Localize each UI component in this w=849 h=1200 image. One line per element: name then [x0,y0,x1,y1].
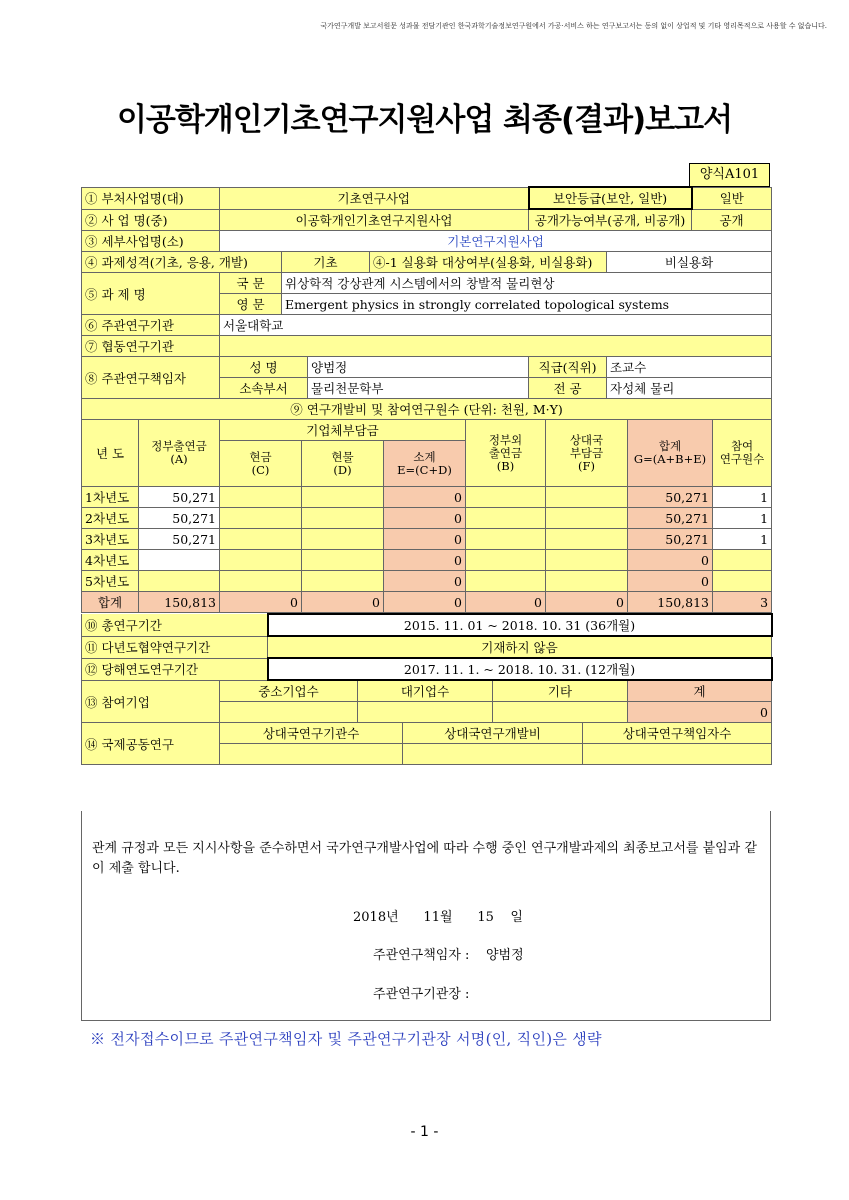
researcher-name: 양범정 [485,948,524,963]
budget-heading: ⑨ 연구개발비 및 참여연구원수 (단위: 천원, M·Y) [82,399,772,420]
budget-row [82,571,772,592]
r3-value: 기본연구지원사업 [220,231,772,252]
report-form [81,186,771,765]
intl-v1 [220,744,403,765]
col-subtotal: 소계 E=(C+D) [384,441,466,487]
budget-cell-partner [546,508,628,529]
total-period-label: ⑩ 총연구기간 [82,614,268,636]
public-label: 공개가능여부(공개, 비공개) [529,209,692,231]
company-h4: 계 [628,681,772,702]
company-table [81,681,772,723]
budget-cell-total: 50,271 [628,487,713,508]
budget-cell-year: 4차년도 [82,550,139,571]
budget-cell-total: 50,271 [628,508,713,529]
budget-cell-total: 50,271 [628,529,713,550]
r1-label: ① 부처사업명(대) [82,187,220,209]
budget-cell-gov [139,571,220,592]
title-ko-label: 국 문 [220,273,282,294]
r8-label: ⑧ 주관연구책임자 [82,357,220,399]
col-gov: 정부출연금 (A) [139,420,220,487]
pi-major: 자성체 물리 [607,378,772,399]
col-total: 합계 G=(A+B+E) [628,420,713,487]
budget-cell-staff: 1 [713,487,772,508]
budget-cell-cash [220,571,302,592]
col-nongov: 정부외 출연금 (B) [466,420,546,487]
sum-nongov: 0 [466,592,546,613]
budget-cell-staff [713,571,772,592]
sum-cash: 0 [220,592,302,613]
budget-cell-subtotal: 0 [384,508,466,529]
budget-cell-nongov [466,550,546,571]
budget-cell-gov: 50,271 [139,487,220,508]
current-period-value: 2017. 11. 1. ~ 2018. 10. 31. (12개월) [268,658,772,680]
company-v1 [220,702,358,723]
page-number: - 1 - [410,1124,439,1140]
r4-sub-label: ④-1 실용화 대상여부(실용화, 비실용화) [370,252,607,273]
budget-cell-total: 0 [628,571,713,592]
budget-cell-subtotal: 0 [384,571,466,592]
researcher-label: 주관연구책임자 : [373,948,470,963]
multi-period-label: ⑪ 다년도협약연구기간 [82,636,268,658]
col-staff: 참여 연구원수 [713,420,772,487]
public-value: 공개 [692,209,772,231]
declaration-date: 2018년 11월 15 일 [353,910,523,925]
pi-position: 조교수 [607,357,772,378]
budget-cell-inkind [302,508,384,529]
budget-cell-gov: 50,271 [139,508,220,529]
budget-cell-subtotal: 0 [384,487,466,508]
researcher-signature [373,944,524,963]
intl-v3 [583,744,772,765]
multi-period-value: 기재하지 않음 [268,636,772,658]
col-year: 년 도 [82,420,139,487]
budget-cell-year: 3차년도 [82,529,139,550]
pi-name-label: 성 명 [220,357,308,378]
sum-partner: 0 [546,592,628,613]
intl-h3: 상대국연구책임자수 [583,723,772,744]
budget-cell-nongov [466,529,546,550]
budget-cell-inkind [302,571,384,592]
budget-cell-cash [220,508,302,529]
intl-v2 [403,744,583,765]
budget-cell-partner [546,550,628,571]
form-code-badge: 양식A101 [689,163,770,187]
budget-cell-staff [713,550,772,571]
intl-h2: 상대국연구개발비 [403,723,583,744]
sum-staff: 3 [713,592,772,613]
title-en-label: 영 문 [220,294,282,315]
company-h2: 대기업수 [358,681,493,702]
sum-inkind: 0 [302,592,384,613]
r4-sub-value: 비실용화 [607,252,772,273]
total-period-value: 2015. 11. 01 ~ 2018. 10. 31 (36개월) [268,614,772,636]
budget-cell-inkind [302,487,384,508]
col-corp: 기업체부담금 [220,420,466,441]
budget-cell-inkind [302,529,384,550]
intl-h1: 상대국연구기관수 [220,723,403,744]
pi-dept-label: 소속부서 [220,378,308,399]
title-en-value: Emergent physics in strongly correlated topological systems [282,294,772,315]
r2-value: 이공학개인기초연구지원사업 [220,209,529,231]
budget-row [82,529,772,550]
budget-cell-cash [220,529,302,550]
budget-cell-cash [220,550,302,571]
budget-cell-partner [546,571,628,592]
budget-row [82,508,772,529]
declaration-box [81,811,771,1021]
r2-label: ② 사 업 명(중) [82,209,220,231]
head-label: 주관연구기관장 : [373,987,470,1002]
budget-cell-gov [139,550,220,571]
copyright-notice: 국가연구개발 보고서원문 성과물 전담기관인 한국과학기술정보연구원에서 가공·서비스 하는 연구보고서는 동의 없이 상업적 및 기타 영리목적으로 사용할 수 없습니다. [320,22,827,30]
company-h3: 기타 [493,681,628,702]
company-v3 [493,702,628,723]
r1-value: 기초연구사업 [220,187,529,209]
budget-cell-nongov [466,508,546,529]
page-title: 이공학개인기초연구지원사업 최종(결과)보고서 [116,102,733,138]
sum-year: 합계 [82,592,139,613]
current-period-label: ⑫ 당해연도연구기간 [82,658,268,680]
company-h1: 중소기업수 [220,681,358,702]
r3-label: ③ 세부사업명(소) [82,231,220,252]
budget-cell-year: 2차년도 [82,508,139,529]
r6-label: ⑥ 주관연구기관 [82,315,220,336]
security-label: 보안등급(보안, 일반) [529,187,692,209]
signature-omission-note: ※ 전자접수이므로 주관연구책임자 및 주관연구기관장 서명(인, 직인)은 생략 [90,1030,602,1048]
budget-cell-total: 0 [628,550,713,571]
intl-table [81,723,772,765]
col-cash: 현금 (C) [220,441,302,487]
r6-value: 서울대학교 [220,315,772,336]
head-signature [373,983,469,1002]
budget-cell-subtotal: 0 [384,529,466,550]
budget-row [82,487,772,508]
budget-table [81,399,772,613]
budget-cell-cash [220,487,302,508]
budget-cell-subtotal: 0 [384,550,466,571]
security-value: 일반 [692,187,772,209]
pi-dept: 물리천문학부 [308,378,529,399]
r4-value: 기초 [282,252,370,273]
period-table [81,613,773,681]
budget-cell-year: 1차년도 [82,487,139,508]
pi-name: 양범정 [308,357,529,378]
col-partner: 상대국 부담금 (F) [546,420,628,487]
r4-label: ④ 과제성격(기초, 응용, 개발) [82,252,282,273]
pi-major-label: 전 공 [529,378,607,399]
company-v2 [358,702,493,723]
budget-cell-partner [546,487,628,508]
info-table [81,186,772,399]
declaration-text: 관계 규정과 모든 지시사항을 준수하면서 국가연구개발사업에 따라 수행 중인 연구개발과제의 최종보고서를 붙임과 같이 제출 합니다. [92,841,757,876]
sum-total: 150,813 [628,592,713,613]
budget-cell-nongov [466,571,546,592]
company-label: ⑬ 참여기업 [82,681,220,723]
intl-label: ⑭ 국제공동연구 [82,723,220,765]
col-inkind: 현물 (D) [302,441,384,487]
r7-value [220,336,772,357]
budget-cell-inkind [302,550,384,571]
r7-label: ⑦ 협동연구기관 [82,336,220,357]
budget-cell-partner [546,529,628,550]
title-ko-value: 위상학적 강상관계 시스템에서의 창발적 물리현상 [282,273,772,294]
budget-row [82,550,772,571]
budget-cell-staff: 1 [713,529,772,550]
sum-subtotal: 0 [384,592,466,613]
company-v4: 0 [628,702,772,723]
budget-cell-staff: 1 [713,508,772,529]
budget-cell-year: 5차년도 [82,571,139,592]
pi-position-label: 직급(직위) [529,357,607,378]
sum-gov: 150,813 [139,592,220,613]
budget-cell-gov: 50,271 [139,529,220,550]
r5-label: ⑤ 과 제 명 [82,273,220,315]
budget-cell-nongov [466,487,546,508]
